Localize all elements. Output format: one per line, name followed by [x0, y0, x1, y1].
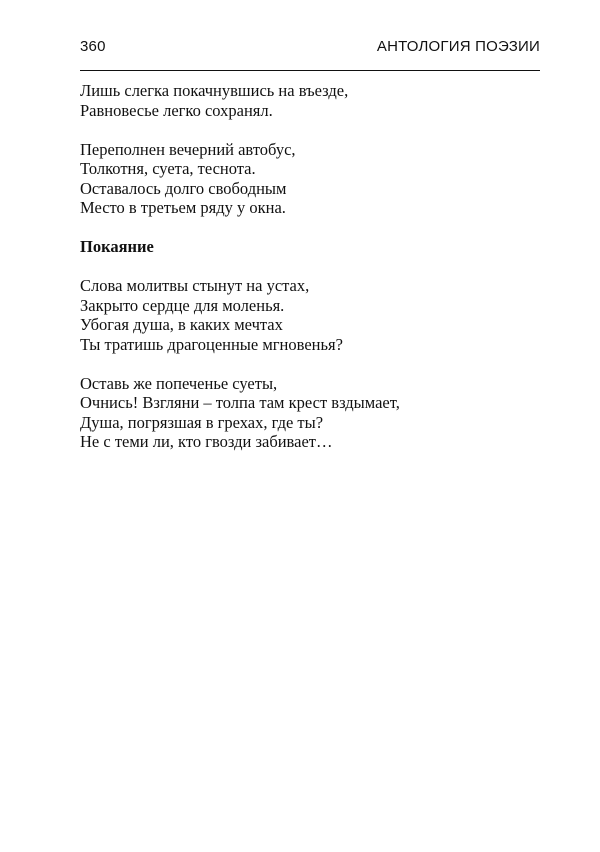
verse-line: Слова молитвы стынут на устах, [80, 276, 310, 295]
verse-line: Ты тратишь драгоценные мгновенья? [80, 334, 343, 354]
verse-line: Равновесье легко сохранял. [80, 100, 273, 120]
running-title: АНТОЛОГИЯ ПОЭЗИИ [376, 38, 540, 55]
verse-line: Место в третьем ряду у окна. [80, 198, 286, 217]
page-number: 360 [80, 38, 106, 55]
page-body [80, 81, 540, 471]
stanza [80, 374, 540, 452]
header-rule [80, 70, 540, 71]
stanza [80, 81, 540, 120]
verse-line: Очнись! Взгляни – толпа там крест вздымает, [80, 393, 400, 412]
stanza [80, 140, 540, 218]
verse-line: Душа, погрязшая в грехах, где ты? [80, 412, 324, 432]
verse-line: Закрыто сердце для моленья. [80, 295, 285, 315]
verse-line: Не с теми ли, кто гвозди забивает… [80, 432, 333, 451]
verse-line: Оставь же попеченье суеты, [80, 373, 278, 393]
verse-line: Толкотня, суета, теснота. [80, 159, 256, 178]
verse-line: Лишь слегка покачнувшись на въезде, [80, 81, 349, 100]
page-header [80, 38, 540, 62]
verse-line: Оставалось долго свободным [80, 178, 287, 198]
poem-title: Покаяние [80, 237, 154, 256]
verse-line: Убогая душа, в каких мечтах [80, 315, 283, 334]
verse-line: Переполнен вечерний автобус, [80, 139, 296, 159]
stanza [80, 276, 540, 354]
